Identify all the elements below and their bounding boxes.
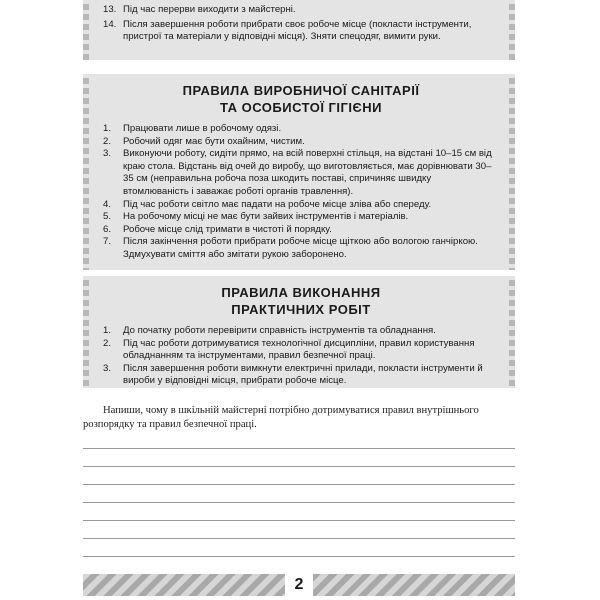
answer-line[interactable]: [83, 556, 515, 557]
sanitary-rules-box: [83, 74, 515, 270]
answer-line[interactable]: [83, 448, 515, 449]
practical-title-line2: ПРАКТИЧНИХ РОБІТ: [231, 302, 371, 317]
page-number: 2: [285, 574, 313, 596]
sanitary-title-line2: ТА ОСОБИСТОЇ ГІГІЄНИ: [219, 100, 383, 115]
list-item: 2. Під час роботи дотримуватися технологічної дисципліни, правил користування обладнанням та інструментами, правил безпечної праці.: [103, 337, 475, 362]
list-item: 7. Після закінчення роботи прибрати робоче місце щіткою або вологою ганчіркою. Здмухувати сміття або змітати рукою заборонено.: [103, 236, 478, 260]
list-item: 1. До початку роботи перевірити справність інструментів та обладнання.: [103, 325, 436, 336]
page-footer: [83, 574, 515, 596]
task-prompt: Напиши, чому в шкільній майстерні потрібно дотримуватися правил внутрішнього розпорядку та правил безпечної праці.: [83, 405, 479, 430]
list-item: 3. Виконуючи роботу, сидіти прямо, на всій поверхні стільця, на відстані 10–15 см від краю стола. Відстань від очей до виробу, що виготовляється, має дорівнювати 30–35 см (неправильна робоча поза шкодить поставі, спричиняє швидку втомлюваність і заважає роботі органів травлення).: [103, 148, 492, 197]
list-item: 5. На робочому місці не має бути зайвих інструментів і матеріалів.: [103, 211, 409, 223]
answer-line[interactable]: [83, 538, 515, 539]
stripe-edge-right: [509, 74, 515, 270]
answer-line[interactable]: [83, 466, 515, 467]
stripe-edge-left: [83, 276, 89, 388]
list-item: 13. Під час перерви виходити з майстерні.: [103, 4, 296, 15]
sanitary-rules-list: [103, 123, 499, 262]
stripe-edge-right: [509, 276, 515, 388]
list-item: 1. Працювати лише в робочому одязі.: [103, 123, 282, 134]
list-item: 2. Робочий одяг має бути охайним, чистим.: [103, 135, 305, 147]
list-item: 14. Після завершення роботи прибрати своє робоче місце (покласти інструменти, пристрої та матеріали у відповідні місця). Зняти спецодяг, вимити руки.: [103, 18, 472, 43]
list-item: 3. Після завершення роботи вимкнути електричні прилади, покласти інструменти й вироби у відповідні місця, прибрати робоче місце.: [103, 362, 483, 387]
answer-line[interactable]: [83, 502, 515, 503]
practical-title-line1: ПРАВИЛА ВИКОНАННЯ: [221, 285, 381, 300]
stripe-edge-left: [83, 0, 89, 60]
list-item: 4. Під час роботи світло має падати на робоче місце зліва або спереду.: [103, 198, 432, 210]
stripe-edge-right: [509, 0, 515, 60]
list-item: 6. Робоче місце слід тримати в чистоті й порядку.: [103, 223, 332, 235]
rules-continuation-box: [83, 0, 515, 60]
stripe-edge-left: [83, 74, 89, 270]
answer-line[interactable]: [83, 484, 515, 485]
practical-rules-list: [103, 325, 499, 388]
top-rules-list: [103, 4, 499, 44]
answer-line[interactable]: [83, 520, 515, 521]
sanitary-title-line1: ПРАВИЛА ВИРОБНИЧОЇ САНІТАРІЇ: [182, 83, 420, 98]
practical-rules-box: [83, 276, 515, 388]
